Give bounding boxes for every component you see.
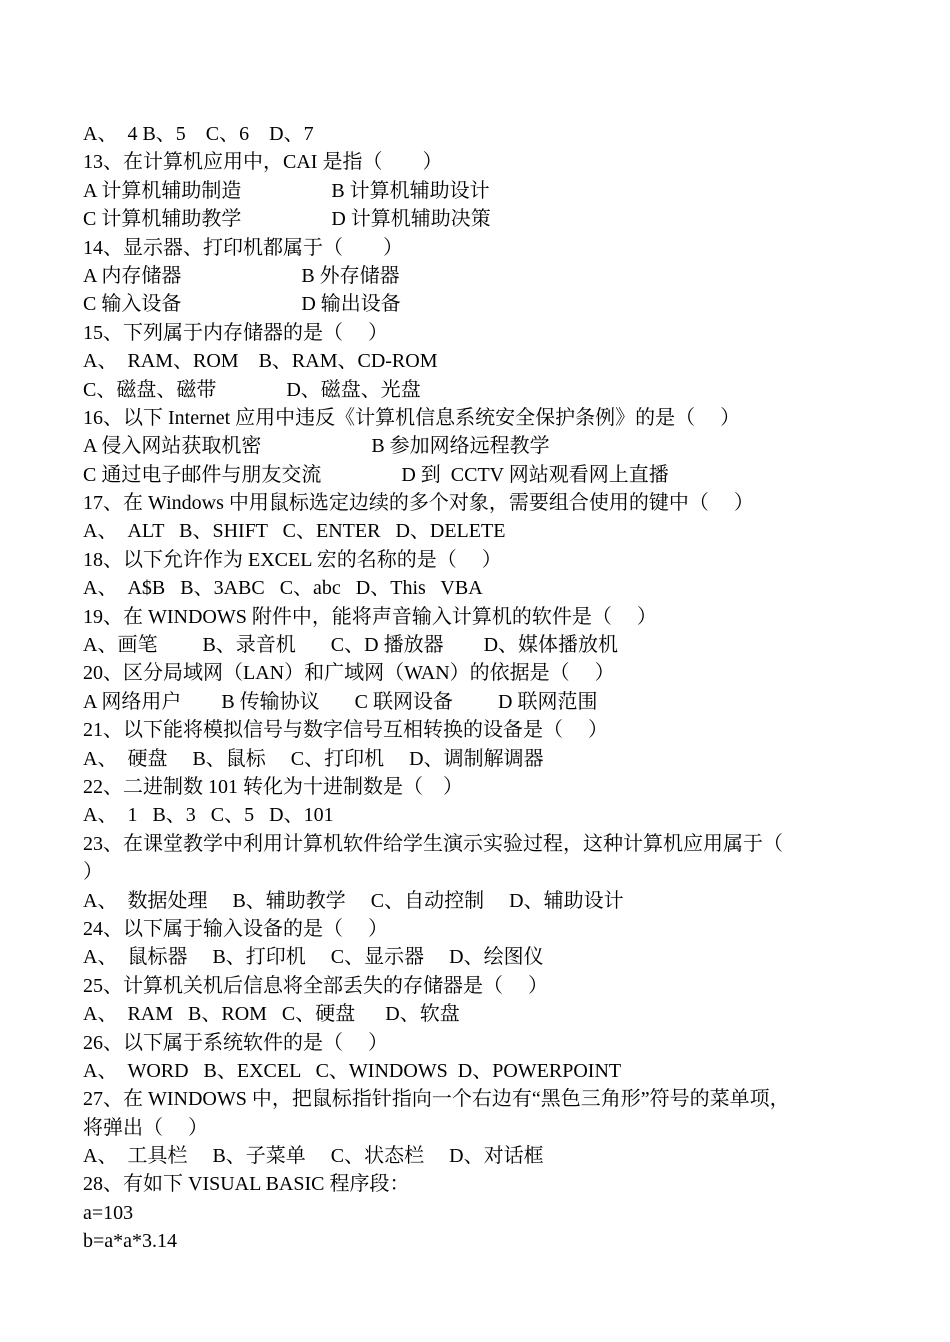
- question-28: 28、有如下 VISUAL BASIC 程序段：: [83, 1173, 410, 1196]
- question-27: 27、在 WINDOWS 中，把鼠标指针指向一个右边有“黑色三角形”符号的菜单项，: [83, 1088, 790, 1111]
- answer-options-line: A 计算机辅助制造 B 计算机辅助设计: [83, 179, 490, 202]
- answer-options-line: A、 鼠标器 B、打印机 C、显示器 D、绘图仪: [83, 946, 544, 969]
- question-22: 22、二进制数 101 转化为十进制数是（ ）: [83, 775, 463, 798]
- answer-options-line: A、 WORD B、EXCEL C、WINDOWS D、POWERPOINT: [83, 1059, 622, 1082]
- answer-options-line: A 内存储器 B 外存储器: [83, 264, 400, 287]
- answer-options-line: A 侵入网站获取机密 B 参加网络远程教学: [83, 435, 550, 458]
- question-26: 26、以下属于系统软件的是（ ）: [83, 1031, 388, 1054]
- answer-options-line: C 计算机辅助教学 D 计算机辅助决策: [83, 208, 491, 231]
- answer-options-line: A、 ALT B、SHIFT C、ENTER D、DELETE: [83, 520, 506, 543]
- question-15: 15、下列属于内存储器的是（ ）: [83, 321, 388, 344]
- answer-options-line: A、 4 B、5 C、6 D、7: [83, 123, 314, 145]
- answer-options-line: A、画笔 B、录音机 C、D 播放器 D、媒体播放机: [83, 634, 619, 657]
- answer-options-line: A、 1 B、3 C、5 D、101: [83, 804, 334, 827]
- answer-options-line: A、 工具栏 B、子菜单 C、状态栏 D、对话框: [83, 1145, 544, 1168]
- question-13: 13、在计算机应用中，CAI 是指（ ）: [83, 151, 443, 174]
- document-body: [83, 120, 883, 1256]
- answer-options-line: C 输入设备 D 输出设备: [83, 293, 401, 316]
- question-23: 23、在课堂教学中利用计算机软件给学生演示实验过程，这种计算机应用属于（: [83, 832, 783, 855]
- question-23-continued: ）: [83, 861, 103, 884]
- answer-options-line: A 网络用户 B 传输协议 C 联网设备 D 联网范围: [83, 690, 598, 713]
- answer-options-line: C、磁盘、磁带 D、磁盘、光盘: [83, 378, 421, 401]
- question-20: 20、区分局域网（LAN）和广域网（WAN）的依据是（ ）: [83, 662, 615, 685]
- question-19: 19、在 WINDOWS 附件中，能将声音输入计算机的软件是（ ）: [83, 605, 657, 628]
- question-25: 25、计算机关机后信息将全部丢失的存储器是（ ）: [83, 974, 548, 997]
- answer-options-line: A、 硬盘 B、鼠标 C、打印机 D、调制解调器: [83, 747, 544, 770]
- question-14: 14、显示器、打印机都属于（ ）: [83, 236, 403, 259]
- question-24: 24、以下属于输入设备的是（ ）: [83, 917, 388, 940]
- question-18: 18、以下允许作为 EXCEL 宏的名称的是（ ）: [83, 548, 502, 571]
- question-21: 21、以下能将模拟信号与数字信号互相转换的设备是（ ）: [83, 719, 608, 742]
- answer-options-line: A、 RAM、ROM B、RAM、CD-ROM: [83, 350, 438, 373]
- answer-options-line: A、 数据处理 B、辅助教学 C、自动控制 D、辅助设计: [83, 889, 624, 912]
- answer-options-line: A、 RAM B、ROM C、硬盘 D、软盘: [83, 1003, 460, 1026]
- code-line: b=a*a*3.14: [83, 1230, 178, 1253]
- code-line: a=103: [83, 1201, 134, 1224]
- question-27-continued: 将弹出（ ）: [83, 1116, 208, 1139]
- question-16: 16、以下 Internet 应用中违反《计算机信息系统安全保护条例》的是（ ）: [83, 406, 741, 429]
- answer-options-line: C 通过电子邮件与朋友交流 D 到 CCTV 网站观看网上直播: [83, 463, 669, 486]
- answer-options-line: A、 A$B B、3ABC C、abc D、This VBA: [83, 577, 483, 600]
- question-17: 17、在 Windows 中用鼠标选定边续的多个对象，需要组合使用的键中（ ）: [83, 492, 754, 515]
